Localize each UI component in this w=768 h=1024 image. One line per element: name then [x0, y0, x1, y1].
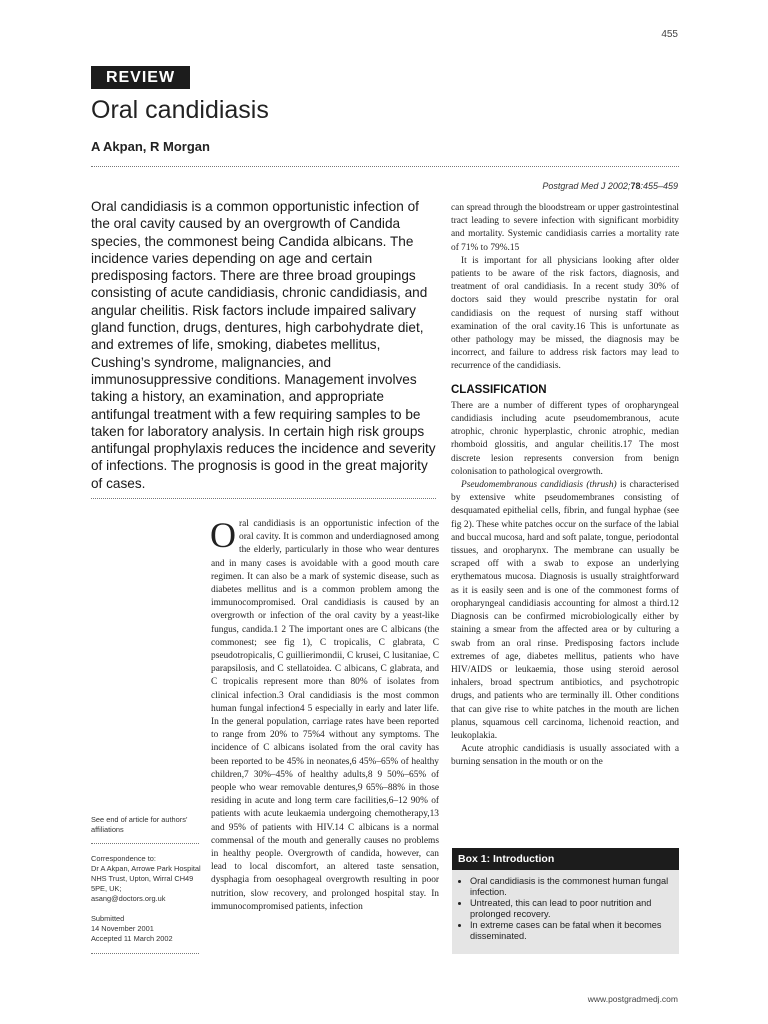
intro-paragraph [210, 515, 439, 914]
submitted-date: 14 November 2001 [91, 924, 154, 933]
article-title: Oral candidiasis [91, 96, 269, 124]
classification-paragraph: There are a number of different types of oropharyngeal candidiasis including acute pseudomembranous, acute atrophic, chronic hyperplastic, chronic atrophic, median rhomboid glossitis, and angular cheilitis.17 The most discrete lesion represents conversion from benign colonisation to pathological overgrowth. [451, 400, 679, 477]
header-divider [91, 166, 679, 167]
drop-cap: O [210, 515, 236, 555]
box-list [452, 876, 679, 942]
correspondence-address: Dr A Akpan, Arrowe Park Hospital NHS Trust, Upton, Wirral CH49 5PE, UK; [91, 864, 201, 893]
introduction-box [452, 848, 679, 954]
intro-paragraph-text: ral candidiasis is an opportunistic infection of the oral cavity. It is common and underdiagnosed among the elderly, particularly in those who wear dentures and in many cases is avoidable with a good mouth care regimen. It can also be a mark of systemic disease, such as diabetes mellitus and is a common problem among the immunocompromised. Oral candidiasis is caused by an overgrowth or infection of the oral cavity by a yeast-like fungus, candida.1 2 The important ones are C albicans (the commonest; see fig 1), C tropicalis, C glabrata, C pseudotropicalis, C guillierimondii, C krusei, C lusitaniae, C parapsilosis, and C stellatoidea. C albicans, C glabrata, and C tropicalis represent more than 80% of isolates from clinical infection.3 Oral candidiasis is the most common human fungal infection4 5 especially in early and later life. In the general population, carriage rates have been reported to range from 20% to 75%4 without any symptoms. The incidence of C albicans isolated from the oral cavity has been reported to be 45% in neonates,6 45%–65% of healthy children,7 30%–45% of healthy adults,8 9 50%–65% of people who wear removable dentures,9 65%–88% in those residing in acute and long term care facilities,6–12 90% of patients with acute leukaemia undergoing chemotherapy,13 and 95% of patients with HIV.14 C albicans is a normal commensal of the mouth and generally causes no problems in healthy people. Overgrowth of candida, however, can lead to local discomfort, an altered taste sensation, dysphagia from oesophageal overgrowth resulting in poor nutrition, slow recovery, and prolonged hospital stay. In immunocompromised patients, infection [211, 519, 439, 912]
abstract-divider [91, 498, 436, 499]
sidebar-bottom-divider [91, 953, 199, 954]
continuation-paragraph: can spread through the bloodstream or upper gastrointestinal tract leading to severe infection with significant morbidity and mortality. Systemic candidiasis carries a mortality rate of 71% to 79%.15 [451, 203, 679, 253]
right-column [451, 202, 679, 770]
abstract: Oral candidiasis is a common opportunistic infection of the oral cavity caused by an overgrowth of Candida species, the commonest being Candida albicans. The incidence varies depending on age and certain predisposing factors. There are three broad groupings consisting of acute candidiasis, chronic candidiasis, and angular cheilitis. Risk factors include impaired salivary gland function, drugs, dentures, high carbohydrate diet, and extremes of life, smoking, diabetes mellitus, Cushing’s syndrome, malignancies, and immunosuppressive conditions. Management involves taking a history, an examination, and appropriate antifungal treatment with a few requiring samples to be taken for laboratory analysis. In certain high risk groups antifungal prophylaxis reduces the incidence and severity of infections. The prognosis is good in the great majority of cases. [91, 199, 436, 491]
citation-pages: :455–459 [640, 181, 678, 191]
article-authors: A Akpan, R Morgan [91, 139, 210, 154]
footer-url[interactable]: www.postgradmedj.com [587, 994, 678, 1004]
accepted-date: Accepted 11 March 2002 [91, 934, 173, 943]
journal-citation [542, 181, 678, 191]
correspondence-label: Correspondence to: [91, 854, 156, 863]
submission-dates [91, 914, 201, 944]
thrush-text: is characterised by extensive white pseudomembranes consisting of desquamated epithelial cells, fibrin, and fungal hyphae (see fig 2). These white patches occur on the surface of the labial and buccal mucosa, hard and soft palate, tongue, periodontal tissues, and oropharynx. The membrane can usually be scraped off with a swab to expose an underlying erythematous mucosa. Diagnosis is usually straightforward as it is easily seen and is one of the commonest forms of oropharyngeal candidiasis accounting for almost a third.12 Diagnosis can be confirmed microbiologically either by staining a smear from the affected area or by culturing a swab from an oral rinse. Predisposing factors include extremes of age, diabetes mellitus, patients who have HIV/AIDS or leukaemia, those using steroid aerosol inhalers, broad spectrum antibiotics, and psychotropic drugs, and patients who are terminally ill. Other conditions that can give rise to white patches in the mouth are lichen planus, squamous cell carcinoma, lichenoid reaction, and leukoplakia. [451, 480, 679, 741]
affiliations-note: See end of article for authors’ affiliations [91, 815, 188, 834]
box-item: • Untreated, this can lead to poor nutrition and prolonged recovery. [470, 898, 671, 920]
correspondence-email[interactable]: asang@doctors.org.uk [91, 894, 166, 903]
thrush-lead: Pseudomembranous candidiasis (thrush) [461, 480, 617, 491]
page-number: 455 [661, 29, 678, 40]
submitted-label: Submitted [91, 914, 125, 923]
sidebar-divider [91, 843, 199, 844]
correspondence-block [91, 854, 201, 904]
citation-journal: Postgrad Med J [542, 181, 606, 191]
intro-column [210, 515, 439, 914]
atrophic-paragraph: Acute atrophic candidiasis is usually associated with a burning sensation in the mouth or on the [451, 744, 679, 768]
citation-year: 2002; [607, 181, 631, 191]
box-item: • In extreme cases can be fatal when it becomes disseminated. [470, 920, 671, 942]
thrush-paragraph [451, 479, 679, 743]
box-heading: Box 1: Introduction [452, 848, 679, 870]
section-tag: REVIEW [91, 66, 190, 89]
awareness-paragraph: It is important for all physicians looking after older patients to be aware of the risk factors, diagnosis, and treatment of oral candidiasis. In a recent study 30% of doctors said they would prescribe nystatin for oral candidiasis on the request of nursing staff without examination of the oral cavity.16 This is unfortunate as other pathology may be missed, the diagnosis may be incorrect, and failure to address risk factors may lead to recurrence of the candidiasis. [451, 255, 679, 372]
classification-heading: CLASSIFICATION [451, 383, 547, 396]
box-item: • Oral candidiasis is the commonest human fungal infection. [470, 876, 671, 898]
citation-volume: 78 [630, 181, 641, 191]
